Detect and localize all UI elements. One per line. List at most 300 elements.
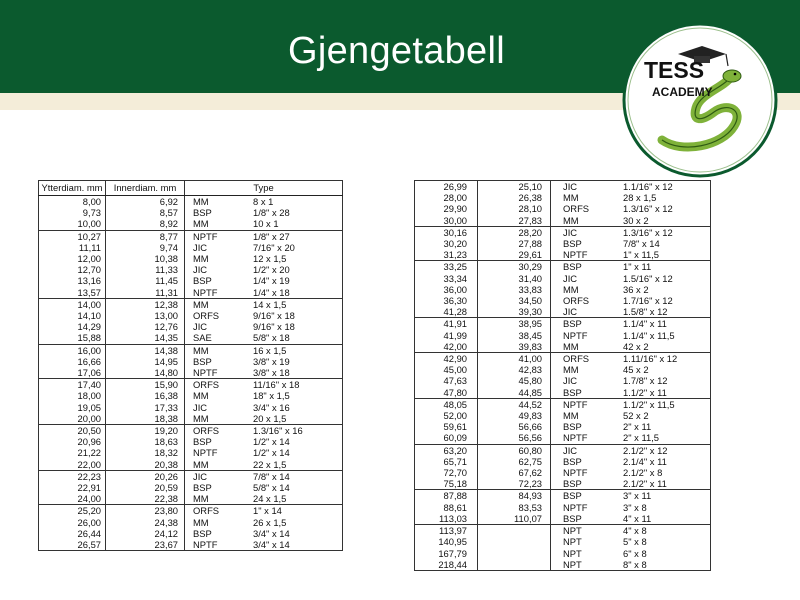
outer-diameter-cell: 41,28: [443, 306, 467, 318]
thread-size-cell: 1.7/8" x 12: [623, 375, 668, 387]
thread-size-cell: 8" x 8: [623, 558, 647, 570]
thread-type-cell: ORFS: [185, 379, 254, 391]
thread-size-cell: 4" x 11: [623, 512, 652, 524]
table-row: [39, 356, 343, 367]
thread-size-cell: 2.1/2" x 11: [623, 478, 667, 490]
inner-diameter-cell: 12,38: [106, 298, 185, 310]
tess-academy-logo: [622, 22, 778, 178]
inner-diameter-cell: 27,88: [478, 238, 551, 249]
table-row: [415, 513, 711, 525]
thread-type-cell: JIC: [185, 321, 254, 332]
outer-diameter-cell: 14,29: [77, 321, 101, 333]
inner-diameter-cell: 29,61: [478, 249, 551, 261]
thread-type-cell: BSP: [185, 436, 254, 447]
thread-type-cell: NPTF: [185, 447, 254, 458]
outer-diameter-cell: 30,16: [415, 226, 478, 238]
table-row: [415, 273, 711, 284]
thread-type-cell: BSP: [551, 238, 624, 249]
thread-size-cell: 14 x 1,5: [253, 298, 343, 310]
logo-brand-text: TESS: [644, 57, 705, 83]
table-row: [415, 525, 711, 537]
inner-diameter-cell: 22,38: [106, 493, 185, 505]
thread-type-cell: MM: [551, 284, 624, 295]
thread-type-cell: JIC: [551, 375, 624, 386]
thread-size-cell: 3/4" x 16: [253, 401, 290, 413]
outer-diameter-cell: 65,71: [443, 455, 467, 467]
thread-type-cell: NPTF: [551, 467, 624, 478]
table-row: [39, 344, 343, 356]
thread-size-cell: 1/4" x 18: [253, 286, 290, 298]
thread-size-cell: 1.3/16" x 12: [623, 203, 673, 215]
outer-diameter-cell: 29,90: [443, 203, 467, 215]
thread-size-cell: 3/4" x 14: [253, 539, 290, 551]
thread-type-cell: NPTF: [185, 287, 254, 299]
table-row: [39, 402, 343, 413]
table-row: [415, 238, 711, 249]
outer-diameter-cell: 8,00: [39, 196, 106, 208]
table-row: [415, 375, 711, 386]
outer-diameter-cell: 17,40: [39, 379, 106, 391]
thread-type-cell: MM: [185, 344, 254, 356]
thread-table-right-body: [415, 181, 711, 571]
outer-diameter-cell: 88,61: [443, 501, 467, 513]
outer-diameter-cell: 42,00: [443, 340, 467, 352]
thread-size-cell: 7/8" x 14: [623, 238, 660, 250]
inner-diameter-cell: 41,00: [478, 353, 551, 365]
thread-type-cell: NPT: [551, 548, 624, 559]
thread-type-cell: NPTF: [551, 432, 624, 444]
table-row: [415, 536, 711, 547]
inner-diameter-cell: 8,92: [106, 218, 185, 230]
inner-diameter-cell: 38,95: [478, 318, 551, 330]
outer-diameter-cell: 13,16: [77, 275, 101, 287]
col-header-outer-diameter: Ytterdiam. mm: [39, 181, 106, 196]
table-row: [39, 493, 343, 505]
table-row: [415, 330, 711, 341]
thread-size-cell: 10 x 1: [253, 218, 279, 230]
outer-diameter-cell: 75,18: [443, 478, 467, 490]
table-row: [415, 559, 711, 571]
inner-diameter-cell: 39,83: [478, 341, 551, 353]
thread-type-cell: ORFS: [185, 310, 254, 321]
outer-diameter-cell: 22,00: [77, 458, 101, 470]
inner-diameter-cell: 20,59: [106, 482, 185, 493]
inner-diameter-cell: 18,38: [106, 413, 185, 425]
thread-type-cell: MM: [185, 413, 254, 425]
thread-type-cell: MM: [551, 341, 624, 353]
inner-diameter-cell: 16,38: [106, 390, 185, 401]
thread-type-cell: JIC: [551, 306, 624, 318]
thread-type-cell: NPT: [551, 559, 624, 571]
thread-size-cell: 2.1/2" x 8: [623, 467, 663, 479]
thread-size-cell: 1.1/4" x 11: [623, 318, 711, 330]
inner-diameter-cell: [478, 559, 551, 571]
thread-size-cell: 8 x 1: [253, 196, 343, 208]
thread-size-cell: 52 x 2: [623, 410, 649, 422]
inner-diameter-cell: [478, 525, 551, 537]
thread-type-cell: ORFS: [551, 295, 624, 306]
thread-type-cell: MM: [185, 390, 254, 401]
table-row: [415, 181, 711, 193]
thread-size-cell: 1" x 14: [253, 505, 343, 517]
outer-diameter-cell: 26,00: [77, 516, 101, 528]
inner-diameter-cell: 14,38: [106, 344, 185, 356]
table-row: [415, 432, 711, 444]
outer-diameter-cell: 45,00: [443, 364, 467, 376]
outer-diameter-cell: 20,00: [77, 412, 101, 424]
outer-diameter-cell: 20,96: [77, 436, 101, 448]
thread-type-cell: ORFS: [185, 425, 254, 437]
outer-diameter-cell: 48,05: [415, 398, 478, 410]
inner-diameter-cell: 24,12: [106, 528, 185, 539]
inner-diameter-cell: 15,90: [106, 379, 185, 391]
inner-diameter-cell: 9,74: [106, 242, 185, 253]
inner-diameter-cell: 60,80: [478, 444, 551, 456]
thread-type-cell: BSP: [551, 513, 624, 525]
table-row: [415, 284, 711, 295]
outer-diameter-cell: 12,70: [77, 264, 101, 276]
outer-diameter-cell: 218,44: [438, 558, 467, 570]
thread-type-cell: MM: [551, 215, 624, 227]
table-row: [415, 502, 711, 513]
thread-size-cell: 42 x 2: [623, 340, 649, 352]
outer-diameter-cell: 25,20: [39, 505, 106, 517]
outer-diameter-cell: 33,34: [443, 272, 467, 284]
table-row: [415, 398, 711, 410]
outer-diameter-cell: 15,88: [77, 332, 101, 344]
thread-size-cell: 1/8" x 28: [253, 207, 290, 219]
thread-type-cell: MM: [185, 253, 254, 264]
thread-size-cell: 2.1/4" x 11: [623, 455, 667, 467]
inner-diameter-cell: 84,93: [478, 490, 551, 502]
thread-type-cell: BSP: [551, 490, 624, 502]
table-row: [39, 310, 343, 321]
outer-diameter-cell: 31,23: [443, 249, 467, 261]
thread-size-cell: 1" x 11,5: [623, 249, 659, 261]
inner-diameter-cell: 14,95: [106, 356, 185, 367]
thread-type-cell: MM: [551, 192, 624, 203]
inner-diameter-cell: 8,77: [106, 230, 185, 242]
thread-size-cell: 20 x 1,5: [253, 412, 287, 424]
thread-size-cell: 1.1/2" x 11,5: [623, 398, 711, 410]
thread-type-cell: BSP: [551, 478, 624, 490]
inner-diameter-cell: 12,76: [106, 321, 185, 332]
outer-diameter-cell: 18,00: [77, 390, 101, 402]
thread-size-cell: 18" x 1,5: [253, 390, 290, 402]
inner-diameter-cell: 28,10: [478, 203, 551, 214]
outer-diameter-cell: 60,09: [443, 432, 467, 444]
table-row: [415, 226, 711, 238]
table-row: [39, 242, 343, 253]
inner-diameter-cell: 72,23: [478, 478, 551, 490]
thread-type-cell: MM: [551, 364, 624, 375]
outer-diameter-cell: 30,20: [443, 238, 467, 250]
thread-type-cell: NPT: [551, 536, 624, 547]
table-row: [415, 364, 711, 375]
inner-diameter-cell: 11,33: [106, 264, 185, 275]
table-row: [39, 287, 343, 299]
inner-diameter-cell: 18,32: [106, 447, 185, 458]
inner-diameter-cell: 45,80: [478, 375, 551, 386]
table-row: [415, 548, 711, 559]
outer-diameter-cell: 52,00: [443, 410, 467, 422]
inner-diameter-cell: 13,00: [106, 310, 185, 321]
thread-size-cell: 9/16" x 18: [253, 310, 295, 322]
table-row: [39, 517, 343, 528]
inner-diameter-cell: 11,45: [106, 275, 185, 286]
table-row: [39, 459, 343, 471]
thread-size-cell: 26 x 1,5: [253, 516, 287, 528]
table-row: [415, 410, 711, 421]
inner-diameter-cell: [478, 548, 551, 559]
thread-size-cell: 7/16" x 20: [253, 241, 295, 253]
table-row: [415, 261, 711, 273]
thread-size-cell: 6" x 8: [623, 547, 647, 559]
thread-size-cell: 2.1/2" x 12: [623, 444, 711, 456]
thread-type-cell: JIC: [551, 273, 624, 284]
logo-sub-text: ACADEMY: [652, 85, 713, 99]
inner-diameter-cell: [478, 536, 551, 547]
table-row: [415, 203, 711, 214]
table-row: [39, 367, 343, 379]
thread-size-cell: 16 x 1,5: [253, 344, 343, 356]
thread-type-cell: MM: [185, 517, 254, 528]
inner-diameter-cell: 27,83: [478, 215, 551, 227]
thread-size-cell: 5/8" x 18: [253, 332, 290, 344]
outer-diameter-cell: 19,05: [77, 401, 101, 413]
table-row: [415, 387, 711, 399]
outer-diameter-cell: 14,00: [39, 298, 106, 310]
thread-type-cell: MM: [185, 459, 254, 471]
inner-diameter-cell: 11,31: [106, 287, 185, 299]
thread-type-cell: JIC: [551, 226, 624, 238]
thread-size-cell: 1.1/2" x 11: [623, 386, 667, 398]
inner-diameter-cell: 62,75: [478, 456, 551, 467]
table-row: [39, 470, 343, 482]
table-row: [39, 275, 343, 286]
thread-type-cell: ORFS: [551, 203, 624, 214]
thread-size-cell: 28 x 1,5: [623, 192, 657, 204]
outer-diameter-cell: 30,00: [443, 214, 467, 226]
thread-size-cell: 2" x 11: [623, 421, 652, 433]
inner-diameter-cell: 26,38: [478, 192, 551, 203]
thread-size-cell: 11/16" x 18: [253, 379, 343, 391]
outer-diameter-cell: 41,91: [415, 318, 478, 330]
table-row: [39, 332, 343, 344]
outer-diameter-cell: 9,73: [82, 207, 101, 219]
thread-size-cell: 1/2" x 14: [253, 447, 290, 459]
thread-table-left: [38, 180, 343, 551]
table-row: [415, 295, 711, 306]
thread-type-cell: JIC: [551, 444, 624, 456]
thread-size-cell: 22 x 1,5: [253, 458, 287, 470]
inner-diameter-cell: 28,20: [478, 226, 551, 238]
table-row: [415, 490, 711, 502]
thread-size-cell: 1" x 11: [623, 261, 711, 273]
outer-diameter-cell: 33,25: [415, 261, 478, 273]
inner-diameter-cell: 25,10: [478, 181, 551, 193]
inner-diameter-cell: 8,57: [106, 207, 185, 218]
inner-diameter-cell: 31,40: [478, 273, 551, 284]
thread-type-cell: JIC: [185, 402, 254, 413]
inner-diameter-cell: 30,29: [478, 261, 551, 273]
table-row: [39, 264, 343, 275]
outer-diameter-cell: 17,06: [77, 367, 101, 379]
outer-diameter-cell: 72,70: [443, 467, 467, 479]
thread-size-cell: 1.5/16" x 12: [623, 272, 673, 284]
thread-type-cell: BSP: [551, 261, 624, 273]
thread-table-right: [414, 180, 711, 571]
thread-type-cell: MM: [185, 298, 254, 310]
table-row: [39, 218, 343, 230]
outer-diameter-cell: 140,95: [438, 536, 467, 548]
table-row: [39, 425, 343, 437]
outer-diameter-cell: 36,00: [443, 283, 467, 295]
table-row: [39, 482, 343, 493]
thread-type-cell: JIC: [185, 264, 254, 275]
thread-size-cell: 1/2" x 20: [253, 264, 290, 276]
thread-type-cell: JIC: [185, 242, 254, 253]
thread-size-cell: 30 x 2: [623, 214, 649, 226]
outer-diameter-cell: 21,22: [77, 447, 101, 459]
outer-diameter-cell: 42,90: [415, 353, 478, 365]
thread-type-cell: BSP: [551, 456, 624, 467]
outer-diameter-cell: 13,57: [77, 286, 101, 298]
table-row: [39, 207, 343, 218]
table-row: [39, 253, 343, 264]
table-row: [415, 341, 711, 353]
thread-type-cell: BSP: [551, 421, 624, 432]
inner-diameter-cell: 56,56: [478, 432, 551, 444]
thread-type-cell: NPTF: [551, 249, 624, 261]
thread-size-cell: 1.1/4" x 11,5: [623, 329, 675, 341]
thread-size-cell: 5/8" x 14: [253, 482, 290, 494]
table-row: [415, 215, 711, 227]
table-row: [415, 353, 711, 365]
table-row: [39, 379, 343, 391]
inner-diameter-cell: 44,52: [478, 398, 551, 410]
thread-size-cell: 3/4" x 14: [253, 527, 290, 539]
table-row: [39, 196, 343, 208]
col-header-type: Type: [185, 181, 343, 196]
outer-diameter-cell: 47,63: [443, 375, 467, 387]
page-title: Gjengetabell: [288, 30, 505, 72]
thread-type-cell: ORFS: [551, 353, 624, 365]
thread-type-cell: NPTF: [185, 367, 254, 379]
outer-diameter-cell: 41,99: [443, 329, 467, 341]
thread-size-cell: 1/2" x 14: [253, 436, 290, 448]
table-row: [39, 390, 343, 401]
thread-type-cell: BSP: [185, 275, 254, 286]
inner-diameter-cell: 67,62: [478, 467, 551, 478]
outer-diameter-cell: 26,44: [77, 527, 101, 539]
outer-diameter-cell: 10,27: [39, 230, 106, 242]
table-row: [39, 436, 343, 447]
outer-diameter-cell: 59,61: [443, 421, 467, 433]
thread-type-cell: BSP: [551, 387, 624, 399]
thread-size-cell: 12 x 1,5: [253, 253, 287, 265]
outer-diameter-cell: 10,00: [77, 218, 101, 230]
thread-type-cell: BSP: [185, 482, 254, 493]
thread-type-cell: MM: [185, 218, 254, 230]
thread-type-cell: NPTF: [185, 230, 254, 242]
thread-size-cell: 7/8" x 14: [253, 470, 343, 482]
outer-diameter-cell: 22,91: [77, 482, 101, 494]
inner-diameter-cell: 56,66: [478, 421, 551, 432]
inner-diameter-cell: 19,20: [106, 425, 185, 437]
outer-diameter-cell: 47,80: [443, 386, 467, 398]
thread-type-cell: NPTF: [551, 330, 624, 341]
inner-diameter-cell: 110,07: [478, 513, 551, 525]
table-row: [39, 321, 343, 332]
table-row: [39, 528, 343, 539]
thread-size-cell: 9/16" x 18: [253, 321, 295, 333]
thread-size-cell: 5" x 8: [623, 536, 647, 548]
table-row: [415, 249, 711, 261]
table-row: [39, 298, 343, 310]
thread-size-cell: 4" x 8: [623, 525, 711, 537]
outer-diameter-cell: 24,00: [77, 493, 101, 505]
thread-size-cell: 3" x 8: [623, 501, 647, 513]
outer-diameter-cell: 12,00: [77, 253, 101, 265]
outer-diameter-cell: 26,57: [77, 539, 101, 551]
thread-type-cell: BSP: [185, 356, 254, 367]
outer-diameter-cell: 14,10: [77, 310, 101, 322]
col-header-inner-diameter: Innerdiam. mm: [106, 181, 185, 196]
thread-size-cell: 1.3/16" x 16: [253, 425, 343, 437]
table-row: [415, 318, 711, 330]
table-row: [39, 230, 343, 242]
outer-diameter-cell: 28,00: [443, 192, 467, 204]
inner-diameter-cell: 23,80: [106, 505, 185, 517]
inner-diameter-cell: 83,53: [478, 502, 551, 513]
outer-diameter-cell: 11,11: [78, 241, 101, 253]
inner-diameter-cell: 33,83: [478, 284, 551, 295]
thread-type-cell: JIC: [551, 181, 624, 193]
outer-diameter-cell: 36,30: [443, 295, 467, 307]
table-row: [415, 192, 711, 203]
inner-diameter-cell: 6,92: [106, 196, 185, 208]
inner-diameter-cell: 44,85: [478, 387, 551, 399]
table-row: [415, 467, 711, 478]
inner-diameter-cell: 20,26: [106, 470, 185, 482]
thread-size-cell: 3" x 11: [623, 490, 711, 502]
thread-size-cell: 3/8" x 18: [253, 367, 290, 379]
table-row: [415, 444, 711, 456]
thread-type-cell: NPT: [551, 525, 624, 537]
thread-type-cell: NPTF: [185, 539, 254, 551]
thread-size-cell: 1/8" x 27: [253, 230, 343, 242]
outer-diameter-cell: 87,88: [415, 490, 478, 502]
table-row: [415, 306, 711, 318]
thread-size-cell: 24 x 1,5: [253, 493, 287, 505]
inner-diameter-cell: 10,38: [106, 253, 185, 264]
thread-type-cell: MM: [185, 493, 254, 505]
outer-diameter-cell: 16,66: [77, 355, 101, 367]
thread-type-cell: ORFS: [185, 505, 254, 517]
outer-diameter-cell: 63,20: [415, 444, 478, 456]
outer-diameter-cell: 26,99: [443, 181, 467, 192]
thread-table-left-body: [39, 196, 343, 551]
inner-diameter-cell: 38,45: [478, 330, 551, 341]
thread-type-cell: BSP: [185, 528, 254, 539]
thread-size-cell: 1.5/8" x 12: [623, 306, 668, 318]
thread-size-cell: 1/4" x 19: [253, 275, 290, 287]
inner-diameter-cell: 42,83: [478, 364, 551, 375]
outer-diameter-cell: 16,00: [39, 344, 106, 356]
thread-size-cell: 45 x 2: [623, 364, 649, 376]
inner-diameter-cell: 20,38: [106, 459, 185, 471]
